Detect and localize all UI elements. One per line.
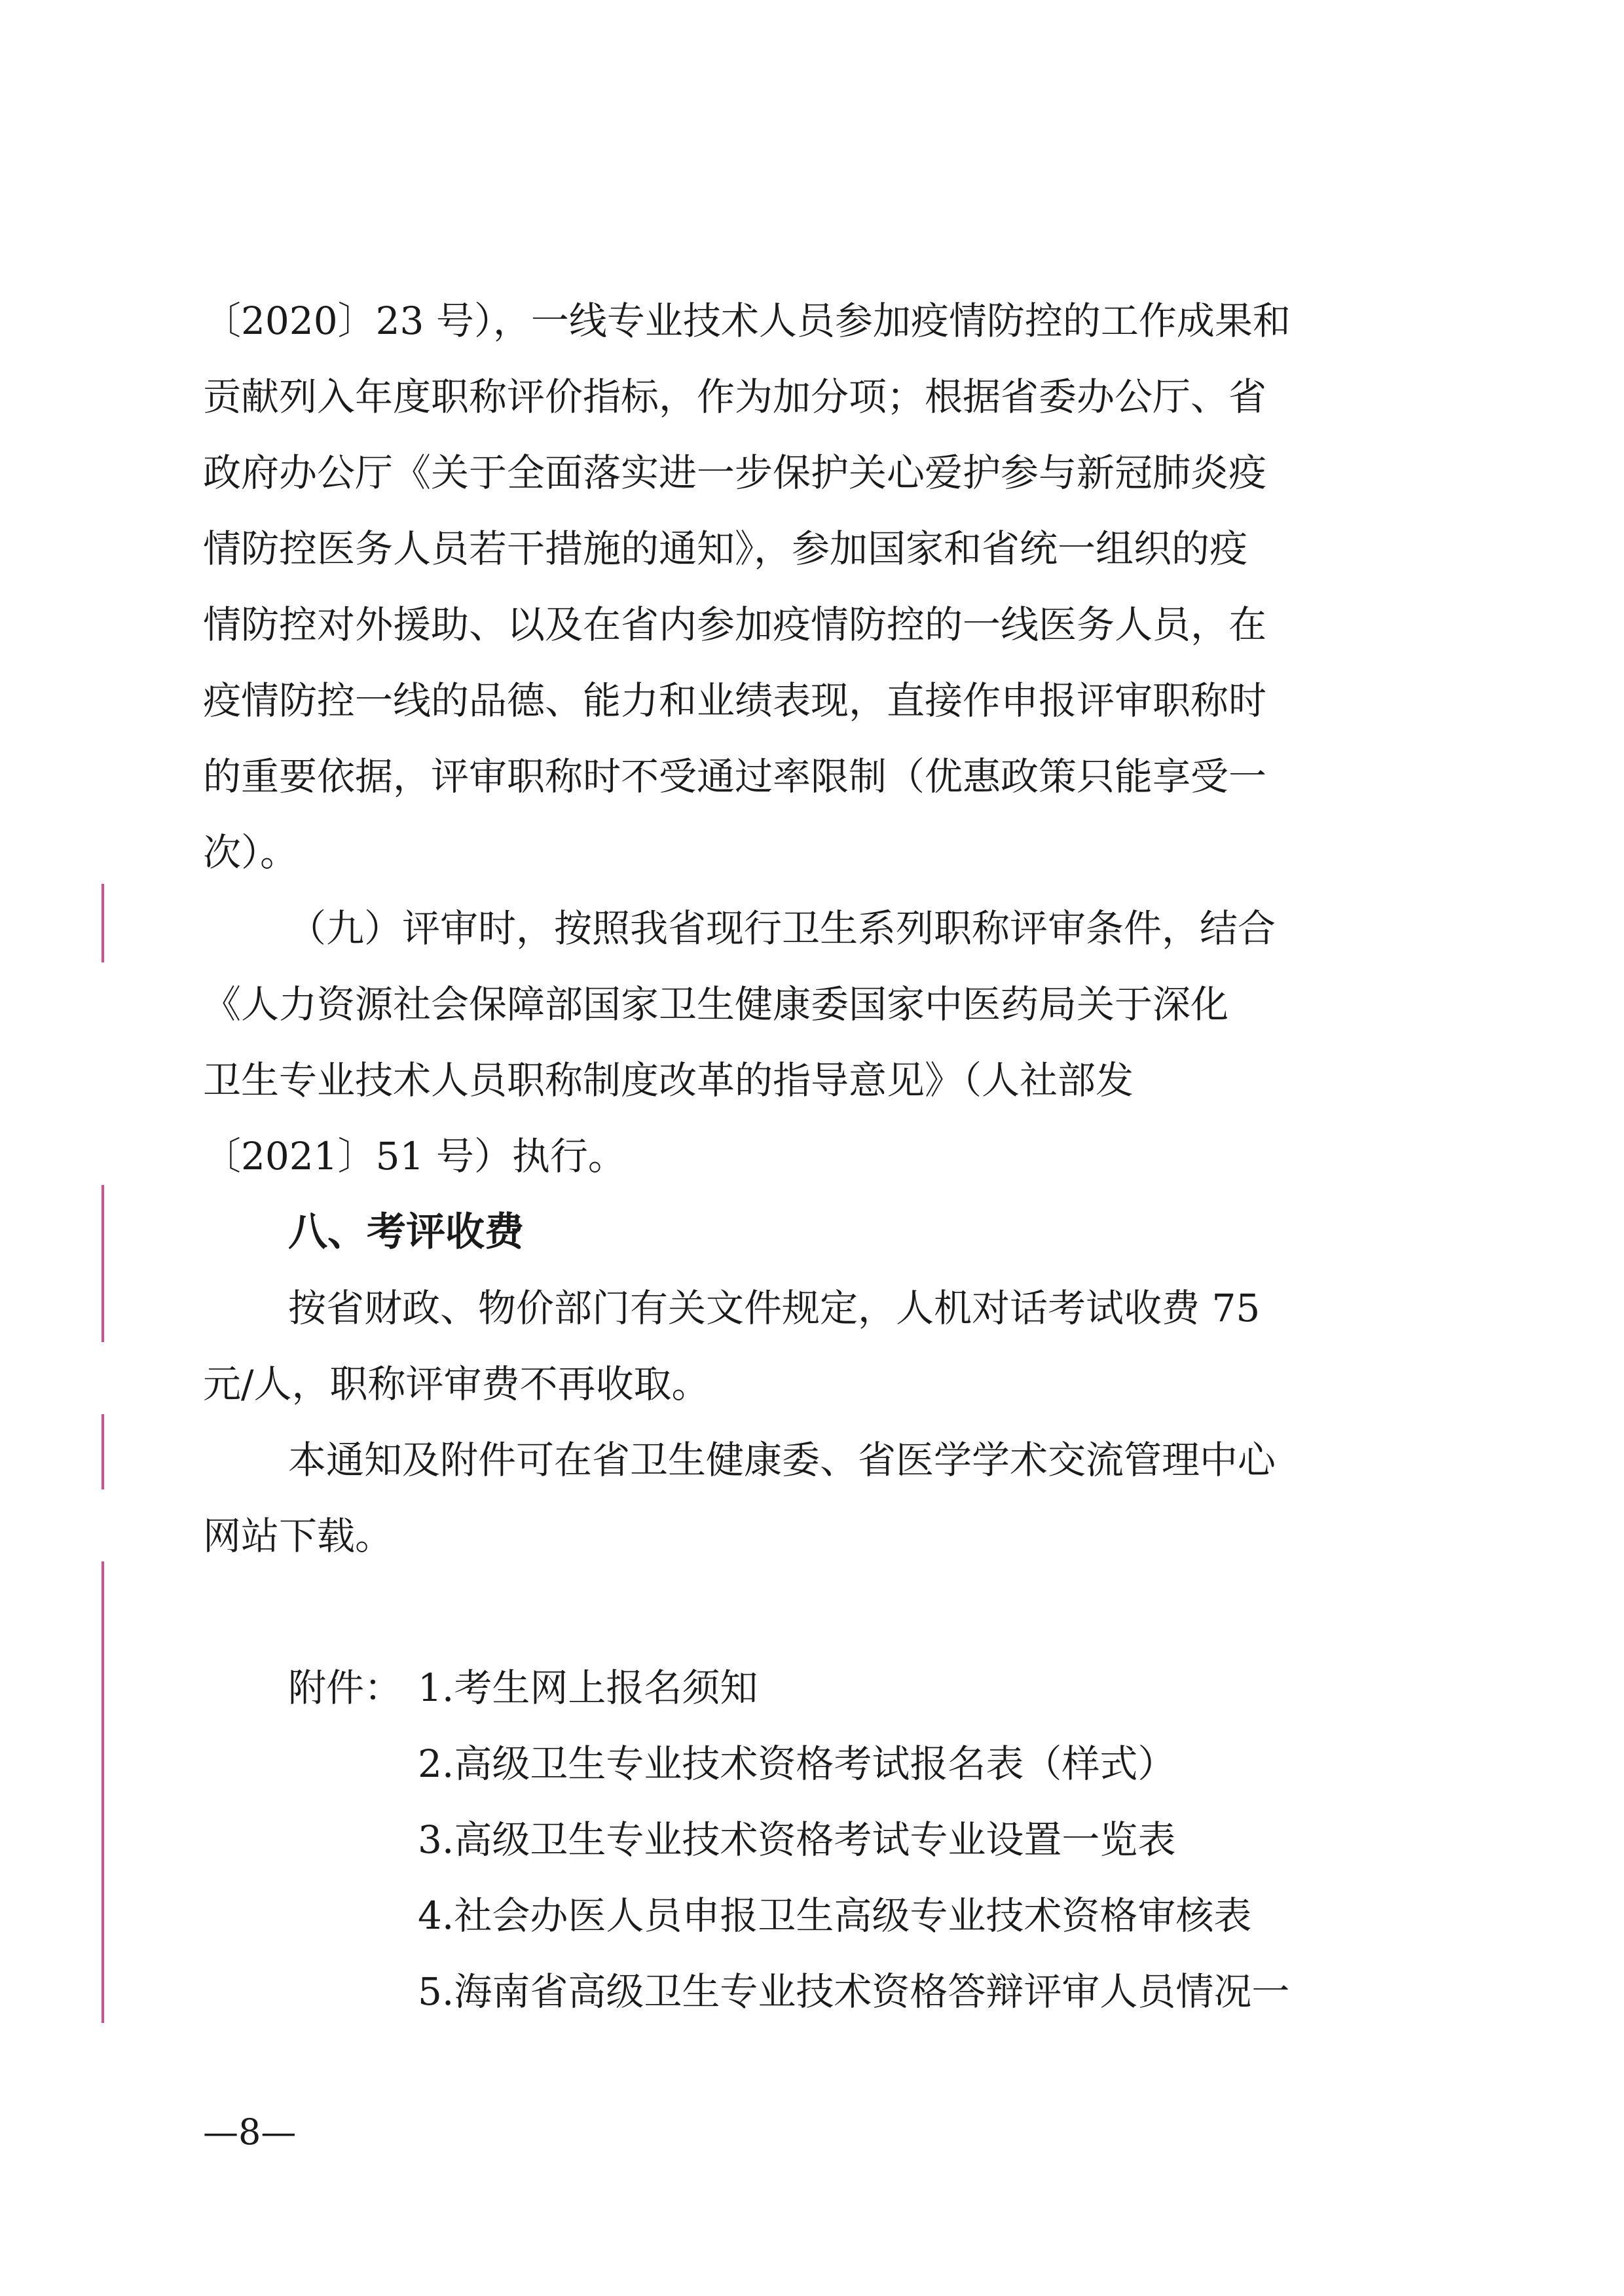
fee-text-line: 元/人，职称评审费不再收取。 (203, 1362, 710, 1406)
body-text-line: 政府办公厅《关于全面落实进一步保护关心爱护参与新冠肺炎疫 (203, 450, 1267, 495)
item-nine-line: 〔2021〕51 号）执行。 (203, 1134, 626, 1178)
attachment-item: 5.海南省高级卫生专业技术资格答辩评审人员情况一 (418, 1969, 1290, 2014)
body-text-line: 次）。 (203, 830, 299, 875)
body-text-line: 疫情防控一线的品德、能力和业绩表现，直接作申报评审职称时 (203, 678, 1267, 723)
fee-text-line: 按省财政、物价部门有关文件规定，人机对话考试收费 75 (288, 1286, 1261, 1330)
item-nine-line: 《人力资源社会保障部国家卫生健康委国家中医药局关于深化 (203, 982, 1229, 1027)
margin-change-mark (101, 1414, 104, 1489)
body-text-line: 情防控对外援助、以及在省内参加疫情防控的一线医务人员，在 (203, 602, 1267, 647)
attachment-item: 2.高级卫生专业技术资格考试报名表（样式） (418, 1741, 1176, 1786)
attachments-label: 附件： (288, 1666, 403, 1710)
item-nine-line: （九）评审时，按照我省现行卫生系列职称评审条件，结合 (288, 906, 1276, 951)
attachment-item: 1.考生网上报名须知 (418, 1666, 758, 1710)
margin-change-mark (101, 1185, 104, 1342)
body-text-line: 贡献列入年度职称评价指标，作为加分项；根据省委办公厅、省 (203, 374, 1267, 419)
attachment-item: 4.社会办医人员申报卫生高级专业技术资格审核表 (418, 1893, 1252, 1938)
attachment-item: 3.高级卫生专业技术资格考试专业设置一览表 (418, 1817, 1176, 1862)
body-text-line: 情防控医务人员若干措施的通知》，参加国家和省统一组织的疫 (203, 526, 1248, 571)
body-text-line: 的重要依据，评审职称时不受通过率限制（优惠政策只能享受一 (203, 754, 1267, 799)
page-number: —8— (203, 2111, 297, 2153)
item-nine-line: 卫生专业技术人员职称制度改革的指导意见》（人社部发 (203, 1058, 1134, 1102)
section-heading: 八、考评收费 (288, 1209, 524, 1255)
download-text-line: 本通知及附件可在省卫生健康委、省医学学术交流管理中心 (288, 1438, 1276, 1482)
margin-change-mark (101, 1561, 104, 2023)
download-text-line: 网站下载。 (203, 1514, 394, 1558)
body-text-line: 〔2020〕23 号），一线专业技术人员参加疫情防控的工作成果和 (203, 299, 1291, 343)
margin-change-mark (101, 884, 104, 962)
